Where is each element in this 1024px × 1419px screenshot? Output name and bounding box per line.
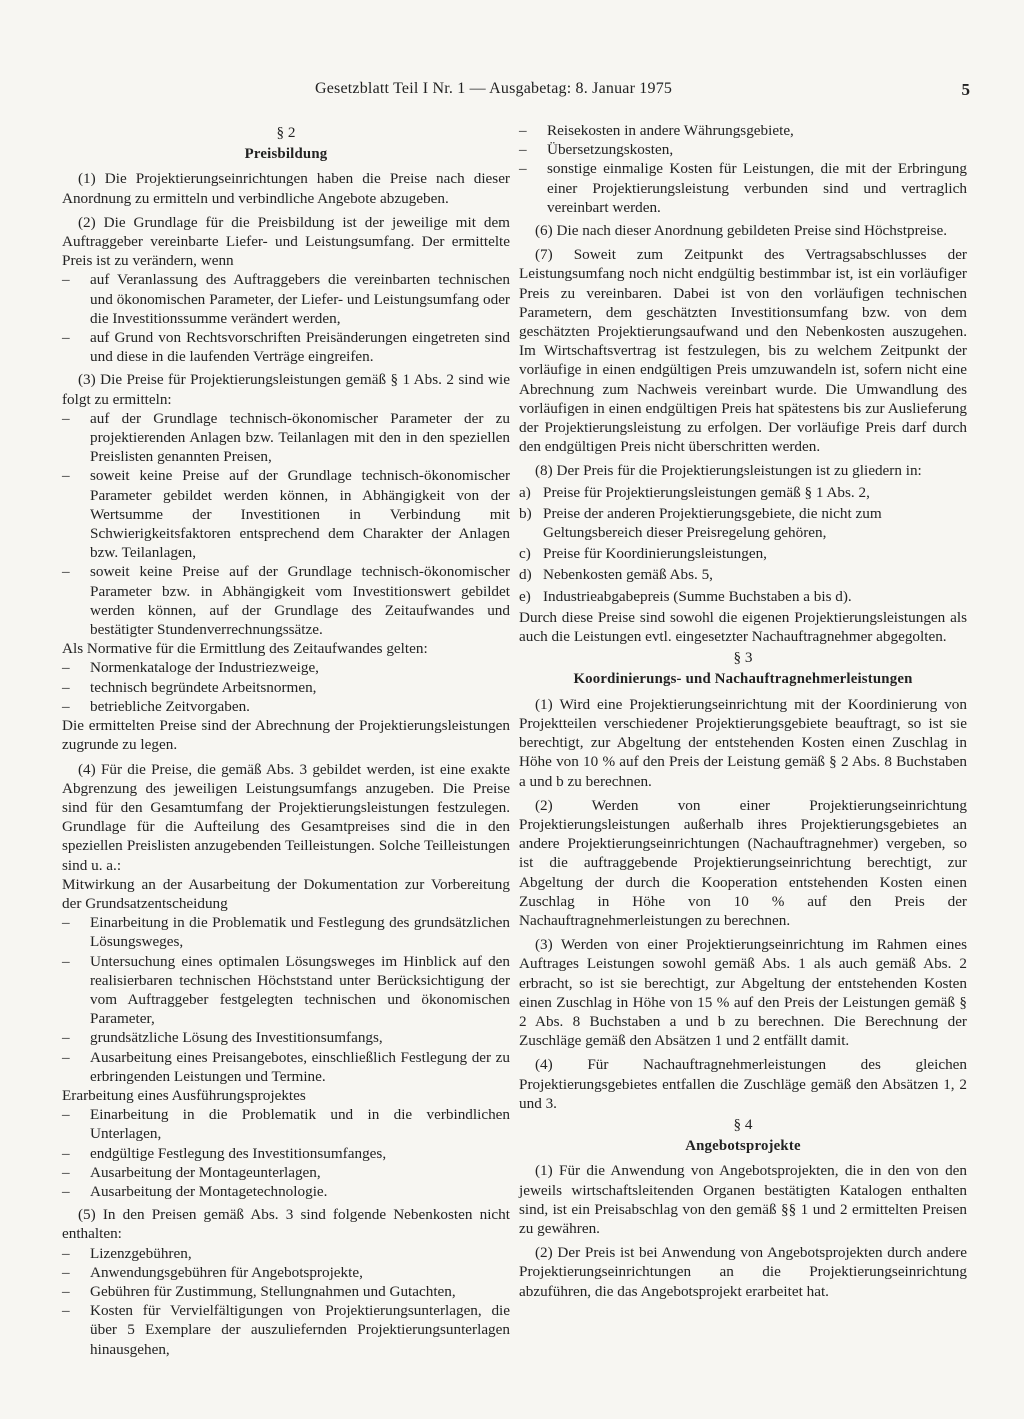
paragraph-3-2: (2) Werden von einer Projektierungseinrichtung Projektierungsleistungen außerhalb ihres Projektierungsgebietes an andere Projektierungseinrichtungen (Nachauftragnehmer) vergeben, so ist die auftraggebende Projektierungseinrichtung berechtigt, zur Abgeltung der durch die Kooperation entstehenden Kosten einen Zuschlag in Höhe von 10 % auf den Preis der Nachauftragnehmerleistungen zu berechnen. <box>519 796 967 929</box>
normative-intro: Als Normative für die Ermittlung des Zeitaufwandes gelten: <box>62 640 428 658</box>
paragraph-4-1: (1) Für die Anwendung von Angebotsprojekten, die in den von den jeweils wirtschaftsleitenden Organen bestätigten Katalogen enthalten sind, ist ein Preisabschlag von den gemäß §§ 1 und 2 ermittelten Preisen zu gewähren. <box>519 1162 967 1237</box>
paragraph-3-3: (3) Werden von einer Projektierungseinrichtung im Rahmen eines Auftrages Leistungen sowohl gemäß Abs. 1 als auch gemäß Abs. 2 erbracht, so ist sie berechtigt, zur Abgeltung der entstehenden Kosten einen Zuschlag in Höhe von 15 % auf den Preis der Leistungen gemäß § 2 Abs. 8 Buchstaben a und b zu berechnen. Die Berechnung der Zuschläge gemäß den Absätzen 1 und 2 entfällt damit. <box>519 936 967 1050</box>
section-4-number: § 4 <box>733 1115 753 1133</box>
mitwirkung-list <box>62 913 510 1086</box>
list-item: – grundsätzliche Lösung des Investitionsumfangs, <box>62 1028 510 1047</box>
list-item: c) Preise für Koordinierungsleistungen, <box>519 545 767 563</box>
list-item: – Übersetzungskosten, <box>519 140 967 159</box>
list-item: – sonstige einmalige Kosten für Leistungen, die mit der Erbringung einer Projektierungsleistung verbunden sind und vertraglich vereinbart werden. <box>519 159 967 217</box>
list-item: – Gebühren für Zustimmung, Stellungnahmen und Gutachten, <box>62 1282 510 1301</box>
paragraph-2-5-list <box>62 1244 510 1359</box>
page-header <box>60 80 970 106</box>
paragraph-2-3-list <box>62 409 510 639</box>
ausfuehrung-heading: Erarbeitung eines Ausführungsprojektes <box>62 1086 306 1104</box>
list-item: b) Preise der anderen Projektierungsgebiete, die nicht zum Geltungsbereich dieser Preisregelung gehören, <box>519 504 882 542</box>
list-item: – Ausarbeitung der Montagetechnologie. <box>62 1182 510 1201</box>
list-item: – Ausarbeitung eines Preisangebotes, einschließlich Festlegung der zu erbringenden Leistungen und Termine. <box>62 1048 510 1086</box>
paragraph-2-3: (3) Die Preise für Projektierungsleistungen gemäß § 1 Abs. 2 sind wie folgt zu ermitteln: <box>62 371 510 408</box>
paragraph-2-7: (7) Soweit zum Zeitpunkt des Vertragsabschlusses der Leistungsumfang noch nicht endgültig bestimmbar ist, ist ein vorläufiger Preis zu vereinbaren. Dabei ist von den vorläufigen technischen Parametern, dem geschätzten Investitionsumfang bzw. von dem geschätzten Projektierungsaufwand und den Nebenkosten auszugehen. Im Wirtschaftsvertrag ist festzulegen, bis zu welchem Zeitpunkt der vorläufige in einen endgültigen Preis umzuwandeln ist, sofern nicht eine Abrechnung zum Nachweis vereinbart wurde. Die Umwandlung des vorläufigen in einen endgültigen Preis hat spätestens bis zur Auslieferung der Projektierungsleistung zu erfolgen. Der vorläufige Preis darf durch den endgültigen Preis nicht überschritten werden. <box>519 246 967 456</box>
list-item: – technisch begründete Arbeitsnormen, <box>62 678 510 697</box>
paragraph-2-4: (4) Für die Preise, die gemäß Abs. 3 gebildet werden, ist eine exakte Abgrenzung des jeweiligen Leistungsumfangs anzugeben. Die Preise sind für den Gesamtumfang der Projektierungsleistungen festzulegen. Grundlage für die Aufteilung des Gesamtpreises sind die in den speziellen Preislisten anzugebenden Teilleistungen. Solche Teilleistungen sind u. a.: <box>62 760 510 874</box>
list-item: – Einarbeitung in die Problematik und Festlegung des grundsätzlichen Lösungsweges, <box>62 913 510 951</box>
page-number: 5 <box>961 80 970 99</box>
section-3-number: § 3 <box>733 649 753 667</box>
section-4-title: Angebotsprojekte <box>685 1138 801 1155</box>
section-2-title: Preisbildung <box>244 146 328 163</box>
list-item: – Reisekosten in andere Währungsgebiete, <box>519 121 967 140</box>
normative-close: Die ermittelten Preise sind der Abrechnung der Projektierungsleistungen zugrunde zu legen. <box>62 717 510 754</box>
list-item: – betriebliche Zeitvorgaben. <box>62 697 510 716</box>
paragraph-2-6: (6) Die nach dieser Anordnung gebildeten Preise sind Höchstpreise. <box>535 222 948 240</box>
list-item: – Anwendungsgebühren für Angebotsprojekte, <box>62 1263 510 1282</box>
paragraph-3-4: (4) Für Nachauftragnehmerleistungen des gleichen Projektierungsgebietes entfallen die Zuschläge gemäß den Absätzen 1, 2 und 3. <box>519 1056 967 1112</box>
header-title: Gesetzblatt Teil I Nr. 1 — Ausgabetag: 8. Januar 1975 <box>315 80 673 97</box>
normative-list <box>62 658 510 716</box>
right-column <box>519 121 967 1306</box>
list-item: – soweit keine Preise auf der Grundlage technisch-ökonomischer Parameter bzw. in Abhängigkeit vom Investitionswert gebildet werden können, auf der Grundlage des Zeitaufwandes und bestätigter Stundenverrechnungssätze. <box>62 562 510 639</box>
mitwirkung-heading: Mitwirkung an der Ausarbeitung der Dokumentation zur Vorbereitung der Grundsatzentscheidung <box>62 875 510 912</box>
section-2-number: § 2 <box>276 124 296 141</box>
left-column <box>62 121 510 1363</box>
paragraph-4-2: (2) Der Preis ist bei Anwendung von Angebotsprojekten durch andere Projektierungseinrichtungen an die Projektierungseinrichtung abzuführen, die das Angebotsprojekt erarbeitet hat. <box>519 1244 967 1300</box>
list-item: – Untersuchung eines optimalen Lösungsweges im Hinblick auf den realisierbaren technischen Höchststand unter Berücksichtigung der vom Auftraggeber festgelegten technischen und ökonomischen Parameter, <box>62 952 510 1029</box>
paragraph-2-2-list <box>62 270 510 366</box>
paragraph-2-2: (2) Die Grundlage für die Preisbildung ist der jeweilige mit dem Auftraggeber vereinbarte Liefer- und Leistungsumfang. Der ermittelte Preis ist zu verändern, wenn <box>62 213 510 270</box>
list-item: d) Nebenkosten gemäß Abs. 5, <box>519 566 713 584</box>
paragraph-2-8: (8) Der Preis für die Projektierungsleistungen ist zu gliedern in: <box>535 462 922 480</box>
paragraph-2-5: (5) In den Preisen gemäß Abs. 3 sind folgende Nebenkosten nicht enthalten: <box>62 1206 510 1243</box>
section-3-title: Koordinierungs- und Nachauftragnehmerleistungen <box>573 671 913 688</box>
list-item: – Kosten für Vervielfältigungen von Projektierungsunterlagen, die über 5 Exemplare der auszuliefernden Projektierungsunterlagen hinausgehen, <box>62 1301 510 1359</box>
list-item: – auf Grund von Rechtsvorschriften Preisänderungen eingetreten sind und diese in die laufenden Verträge eingreifen. <box>62 328 510 366</box>
list-item: – auf Veranlassung des Auftraggebers die vereinbarten technischen und ökonomischen Parameter, der Liefer- und Leistungsumfang oder die Investitionssumme verändert werden, <box>62 270 510 328</box>
paragraph-2-1: (1) Die Projektierungseinrichtungen haben die Preise nach dieser Anordnung zu ermitteln und verbindliche Angebote abzugeben. <box>62 170 510 207</box>
list-item: – Ausarbeitung der Montageunterlagen, <box>62 1163 510 1182</box>
ausfuehrung-list <box>62 1105 510 1201</box>
list-item: e) Industrieabgabepreis (Summe Buchstaben a bis d). <box>519 587 852 605</box>
paragraph-3-1: (1) Wird eine Projektierungseinrichtung mit der Koordinierung von Projektteilen verschiedener Projektierungsgebiete beauftragt, so ist sie berechtigt, zur Abgeltung der entstehenden Kosten einen Zuschlag in Höhe von 10 % auf den Preis der Leistung gemäß § 2 Abs. 8 Buchstaben a und b zu berechnen. <box>519 695 967 790</box>
list-item: – endgültige Festlegung des Investitionsumfanges, <box>62 1144 510 1163</box>
list-item: – auf der Grundlage technisch-ökonomischer Parameter der zu projektierenden Anlagen bzw. Teilanlagen mit den in den speziellen Preislisten genannten Preisen, <box>62 409 510 467</box>
list-item: – soweit keine Preise auf der Grundlage technisch-ökonomischer Parameter gebildet werden können, in Abhängigkeit von der Wertsumme der Investitionen in Verbindung mit Schwierigkeitsfaktoren entsprechend dem Charakter der Anlagen bzw. Teilanlagen, <box>62 466 510 562</box>
paragraph-2-8-close: Durch diese Preise sind sowohl die eigenen Projektierungsleistungen als auch die Leistungen evtl. eingesetzter Nachauftragnehmer abgegolten. <box>519 608 967 646</box>
nebenkosten-continued-list <box>519 121 967 217</box>
list-item: – Lizenzgebühren, <box>62 1244 510 1263</box>
paragraph-2-8-list <box>519 483 967 606</box>
list-item: – Einarbeitung in die Problematik und in die verbindlichen Unterlagen, <box>62 1105 510 1143</box>
list-item: – Normenkataloge der Industriezweige, <box>62 658 510 677</box>
list-item: a) Preise für Projektierungsleistungen gemäß § 1 Abs. 2, <box>519 483 870 501</box>
